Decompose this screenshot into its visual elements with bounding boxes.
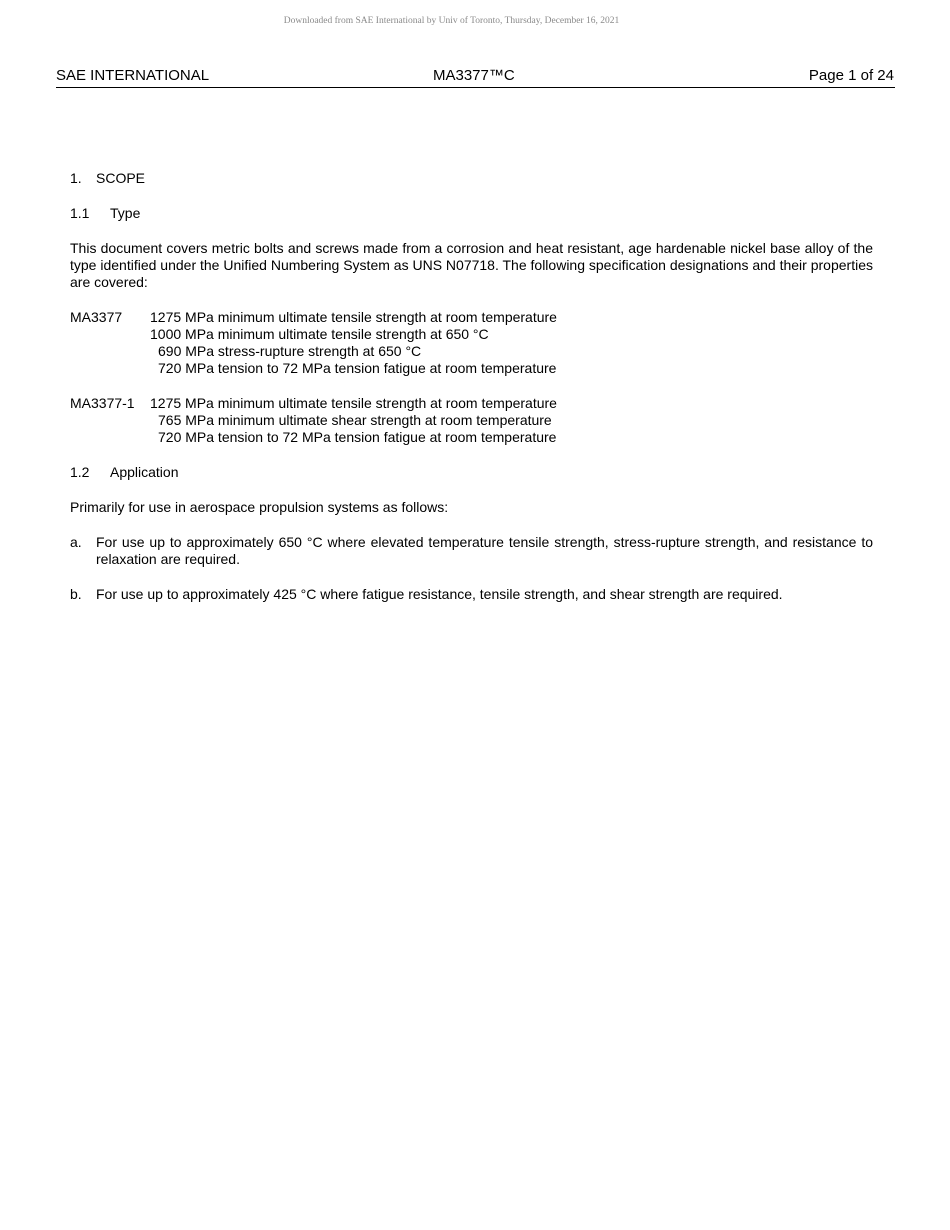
section-1-2-number: 1.2: [70, 464, 90, 480]
list-item-marker: b.: [70, 586, 82, 602]
section-1-1-number: 1.1: [70, 205, 90, 221]
page-header: [56, 66, 895, 88]
list-item-text: For use up to approximately 425 °C where fatigue resistance, tensile strength, and shear strength are required.: [96, 586, 783, 602]
section-1-1-title: Type: [110, 205, 141, 221]
type-paragraph: This document covers metric bolts and screws made from a corrosion and heat resistant, age hardenable nickel base alloy of the type identified under the Unified Numbering System as UNS N07718. The following specification designations and their properties are covered:: [70, 240, 873, 290]
application-intro: Primarily for use in aerospace propulsion systems as follows:: [70, 499, 449, 515]
list-item-text: For use up to approximately 650 °C where elevated temperature tensile strength, stress-rupture strength, and resistance to relaxation are required.: [96, 534, 873, 567]
section-1-2-title: Application: [110, 464, 179, 480]
designation-property: 1000 MPa minimum ultimate tensile strength at 650 °C: [150, 326, 489, 342]
section-1-number: 1.: [70, 170, 82, 186]
header-organization: SAE INTERNATIONAL: [56, 67, 210, 84]
designation-property: 765 MPa minimum ultimate shear strength at room temperature: [158, 412, 552, 428]
list-item-marker: a.: [70, 534, 82, 550]
designation-property: 1275 MPa minimum ultimate tensile strength at room temperature: [150, 309, 557, 325]
designation-property: 690 MPa stress-rupture strength at 650 °C: [158, 343, 422, 359]
designation-code: MA3377-1: [70, 395, 135, 411]
header-document-number: MA3377™C: [433, 67, 515, 84]
section-1-title: SCOPE: [96, 170, 146, 186]
designation-property: 1275 MPa minimum ultimate tensile strength at room temperature: [150, 395, 557, 411]
designation-property: 720 MPa tension to 72 MPa tension fatigue at room temperature: [158, 360, 557, 376]
header-page-number: Page 1 of 24: [808, 67, 894, 84]
designation-code: MA3377: [70, 309, 123, 325]
download-notice: Downloaded from SAE International by Univ of Toronto, Thursday, December 16, 2021: [283, 16, 620, 26]
designation-property: 720 MPa tension to 72 MPa tension fatigue at room temperature: [158, 429, 557, 445]
